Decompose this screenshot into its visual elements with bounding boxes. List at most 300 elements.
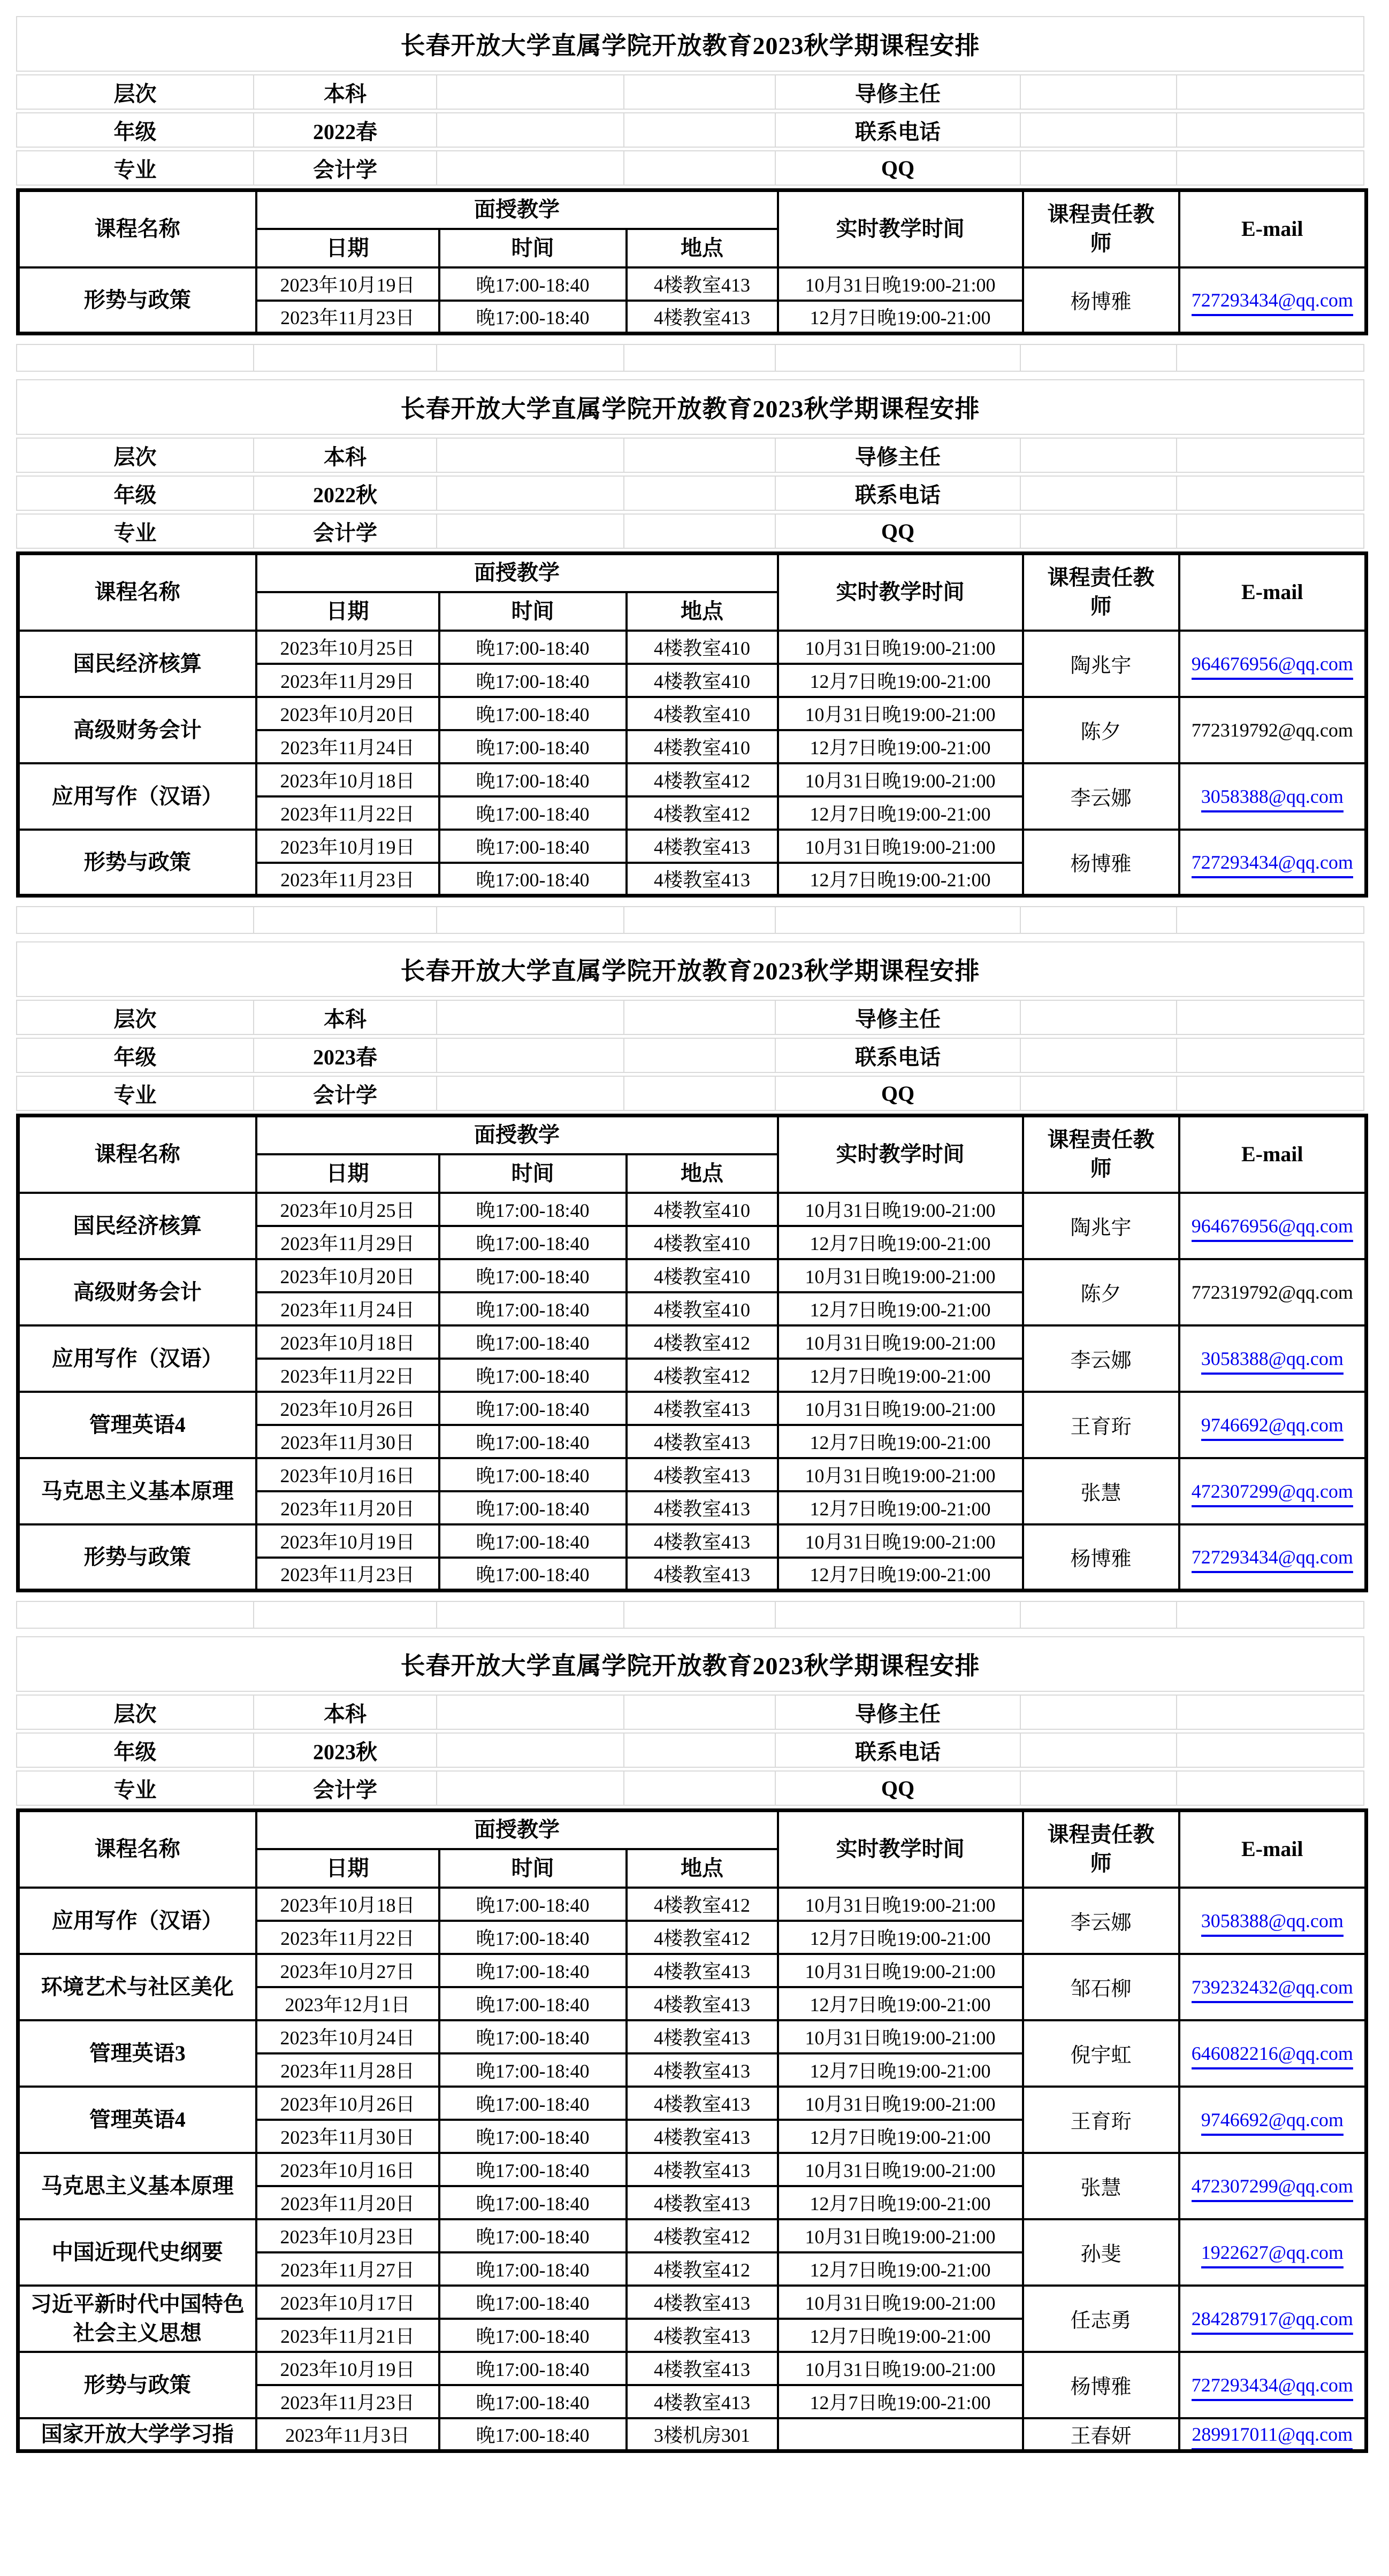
info-cell-empty: [1177, 1000, 1364, 1035]
info-cell-empty: [624, 476, 776, 511]
session-time-cell: 晚17:00-18:40: [439, 1325, 627, 1359]
teacher-cell: 杨博雅: [1023, 830, 1179, 896]
spacer-cell: [1177, 344, 1364, 372]
session-place-cell: 4楼教室410: [627, 1292, 778, 1325]
email-link[interactable]: 289917011@qq.com: [1192, 2424, 1353, 2450]
teacher-cell: 陶兆宇: [1023, 1193, 1179, 1259]
email-link[interactable]: 727293434@qq.com: [1192, 852, 1353, 878]
col-header-course-name: 课程名称: [18, 1811, 256, 1888]
course-name-cell: 管理英语4: [18, 1392, 256, 1458]
header-row-1: [18, 554, 1367, 592]
schedule-title: 长春开放大学直属学院开放教育2023秋学期课程安排: [16, 379, 1364, 435]
email-link[interactable]: 739232432@qq.com: [1192, 1976, 1353, 2003]
session-live-cell: 12月7日晚19:00-21:00: [778, 2053, 1023, 2087]
session-time-cell: 晚17:00-18:40: [439, 2120, 627, 2153]
course-name-cell: 形势与政策: [18, 2352, 256, 2418]
spacer-cell: [437, 906, 624, 934]
teacher-cell: 孙斐: [1023, 2219, 1179, 2286]
col-header-place: 地点: [627, 1849, 778, 1888]
col-header-email: E-mail: [1179, 554, 1367, 631]
spacer-cell: [624, 906, 776, 934]
course-name-cell: 高级财务会计: [18, 1259, 256, 1325]
session-live-cell: 10月31日晚19:00-21:00: [778, 763, 1023, 796]
email-text: 772319792@qq.com: [1191, 1281, 1353, 1303]
info-cell-empty: [437, 150, 624, 186]
info-cell-empty: [624, 1076, 776, 1111]
email-cell: [1179, 1193, 1367, 1259]
info-row: [16, 513, 1364, 549]
col-header-teacher: [1023, 190, 1179, 267]
session-time-cell: 晚17:00-18:40: [439, 1226, 627, 1259]
info-cell-empty: [437, 1076, 624, 1111]
info-row: [16, 112, 1364, 148]
col-header-live-time: 实时教学时间: [778, 1811, 1023, 1888]
session-place-cell: 4楼教室413: [627, 2020, 778, 2053]
info-value-major: 会计学: [254, 1770, 437, 1806]
session-time-cell: 晚17:00-18:40: [439, 2286, 627, 2319]
schedule-title: 长春开放大学直属学院开放教育2023秋学期课程安排: [16, 16, 1364, 72]
teacher-cell: 陈夕: [1023, 1259, 1179, 1325]
info-cell-empty: [624, 513, 776, 549]
info-label-director: 导修主任: [776, 1695, 1021, 1730]
email-cell: [1179, 631, 1367, 697]
info-cell-empty: [1177, 74, 1364, 110]
teacher-cell: 杨博雅: [1023, 1524, 1179, 1591]
teacher-cell: 杨博雅: [1023, 2352, 1179, 2418]
email-link[interactable]: 9746692@qq.com: [1201, 2109, 1344, 2136]
session-time-cell: 晚17:00-18:40: [439, 1359, 627, 1392]
info-cell-empty: [1177, 1770, 1364, 1806]
info-cell-empty: [1177, 438, 1364, 473]
session-place-cell: 4楼教室410: [627, 1193, 778, 1226]
info-label-qq: QQ: [776, 513, 1021, 549]
course-session-row: [18, 2418, 1367, 2451]
session-live-cell: 12月7日晚19:00-21:00: [778, 1558, 1023, 1591]
teacher-cell: 陈夕: [1023, 697, 1179, 763]
session-time-cell: 晚17:00-18:40: [439, 1425, 627, 1458]
session-live-cell: 12月7日晚19:00-21:00: [778, 2252, 1023, 2286]
col-header-teacher: [1023, 1116, 1179, 1193]
teacher-cell: 李云娜: [1023, 1325, 1179, 1392]
email-cell: [1179, 1888, 1367, 1954]
info-value-grade: 2022秋: [254, 476, 437, 511]
session-place-cell: 4楼教室412: [627, 2219, 778, 2252]
session-time-cell: 晚17:00-18:40: [439, 2186, 627, 2219]
course-session-row: [18, 1392, 1367, 1425]
session-time-cell: 晚17:00-18:40: [439, 1524, 627, 1558]
session-time-cell: 晚17:00-18:40: [439, 2153, 627, 2186]
session-place-cell: 4楼教室413: [627, 863, 778, 896]
info-cell-empty: [624, 1770, 776, 1806]
spacer-cell: [437, 344, 624, 372]
course-session-row: [18, 763, 1367, 796]
email-link[interactable]: 284287917@qq.com: [1192, 2308, 1353, 2335]
course-name-cell: 习近平新时代中国特色社会主义思想: [18, 2286, 256, 2352]
teacher-cell: 王育珩: [1023, 2087, 1179, 2153]
session-place-cell: 4楼教室413: [627, 2153, 778, 2186]
email-link[interactable]: 727293434@qq.com: [1192, 289, 1353, 316]
session-time-cell: 晚17:00-18:40: [439, 1921, 627, 1954]
course-name-cell: 国民经济核算: [18, 1193, 256, 1259]
session-time-cell: 晚17:00-18:40: [439, 763, 627, 796]
col-header-email: E-mail: [1179, 190, 1367, 267]
session-live-cell: 12月7日晚19:00-21:00: [778, 2319, 1023, 2352]
session-place-cell: 4楼教室413: [627, 267, 778, 301]
col-header-email: E-mail: [1179, 1811, 1367, 1888]
course-name-cell: 环境艺术与社区美化: [18, 1954, 256, 2020]
course-session-row: [18, 2286, 1367, 2319]
session-time-cell: 晚17:00-18:40: [439, 2219, 627, 2252]
col-header-face-teaching: 面授教学: [256, 1116, 778, 1154]
session-date-cell: 2023年10月19日: [256, 267, 439, 301]
session-live-cell: 10月31日晚19:00-21:00: [778, 1954, 1023, 1987]
info-cell-empty: [624, 74, 776, 110]
course-session-row: [18, 1193, 1367, 1226]
course-table: [16, 1114, 1368, 1592]
session-time-cell: 晚17:00-18:40: [439, 1987, 627, 2020]
spacer-cell: [437, 1601, 624, 1629]
col-header-date: 日期: [256, 1849, 439, 1888]
course-name-cell: 应用写作（汉语）: [18, 1325, 256, 1392]
info-cell-empty: [1021, 476, 1177, 511]
info-cell-empty: [624, 1695, 776, 1730]
spacer-cell: [624, 1601, 776, 1629]
course-name-cell: 管理英语4: [18, 2087, 256, 2153]
session-live-cell: 10月31日晚19:00-21:00: [778, 2219, 1023, 2252]
info-cell-empty: [1021, 112, 1177, 148]
session-live-cell: 10月31日晚19:00-21:00: [778, 1888, 1023, 1921]
email-link[interactable]: 3058388@qq.com: [1201, 1348, 1344, 1375]
session-live-cell: 10月31日晚19:00-21:00: [778, 1325, 1023, 1359]
col-header-face-teaching: 面授教学: [256, 190, 778, 229]
session-place-cell: 4楼教室410: [627, 1226, 778, 1259]
schedule-block-0: [16, 16, 1364, 335]
session-place-cell: 4楼教室413: [627, 1425, 778, 1458]
info-label-grade: 年级: [16, 1038, 254, 1073]
email-cell: [1179, 267, 1367, 334]
session-place-cell: 3楼机房301: [627, 2418, 778, 2451]
info-label-grade: 年级: [16, 112, 254, 148]
course-session-row: [18, 830, 1367, 863]
teacher-cell: 李云娜: [1023, 1888, 1179, 1954]
session-live-cell: 12月7日晚19:00-21:00: [778, 664, 1023, 697]
session-live-cell: 10月31日晚19:00-21:00: [778, 830, 1023, 863]
email-link[interactable]: 3058388@qq.com: [1201, 786, 1344, 812]
session-place-cell: 4楼教室410: [627, 730, 778, 763]
session-date-cell: 2023年10月19日: [256, 1524, 439, 1558]
col-header-place: 地点: [627, 229, 778, 267]
info-label-qq: QQ: [776, 1076, 1021, 1111]
session-live-cell: 10月31日晚19:00-21:00: [778, 1193, 1023, 1226]
email-link[interactable]: 964676956@qq.com: [1192, 1215, 1353, 1242]
session-place-cell: 4楼教室413: [627, 1458, 778, 1491]
info-cell-empty: [437, 513, 624, 549]
session-live-cell: 12月7日晚19:00-21:00: [778, 1491, 1023, 1524]
info-label-qq: QQ: [776, 150, 1021, 186]
session-place-cell: 4楼教室410: [627, 697, 778, 730]
session-place-cell: 4楼教室413: [627, 2120, 778, 2153]
session-live-cell: 10月31日晚19:00-21:00: [778, 2087, 1023, 2120]
session-place-cell: 4楼教室413: [627, 1558, 778, 1591]
info-cell-empty: [437, 1695, 624, 1730]
session-place-cell: 4楼教室413: [627, 2319, 778, 2352]
spacer-cell: [776, 906, 1021, 934]
session-live-cell: 12月7日晚19:00-21:00: [778, 2120, 1023, 2153]
spacer-cell: [776, 344, 1021, 372]
schedule-title: 长春开放大学直属学院开放教育2023秋学期课程安排: [16, 1636, 1364, 1692]
email-cell: [1179, 1954, 1367, 2020]
email-link[interactable]: 1922627@qq.com: [1201, 2242, 1344, 2268]
col-header-live-time: 实时教学时间: [778, 190, 1023, 267]
col-header-date: 日期: [256, 592, 439, 631]
info-label-level: 层次: [16, 438, 254, 473]
schedule-block-3: [16, 1636, 1364, 2453]
info-cell-empty: [437, 1000, 624, 1035]
col-header-date: 日期: [256, 1154, 439, 1193]
session-live-cell: 10月31日晚19:00-21:00: [778, 2020, 1023, 2053]
session-live-cell: 12月7日晚19:00-21:00: [778, 1921, 1023, 1954]
info-cell-empty: [1021, 1770, 1177, 1806]
info-cell-empty: [1177, 1695, 1364, 1730]
teacher-cell: 陶兆宇: [1023, 631, 1179, 697]
course-session-row: [18, 267, 1367, 301]
info-cell-empty: [437, 1038, 624, 1073]
session-time-cell: 晚17:00-18:40: [439, 1888, 627, 1921]
email-link[interactable]: 727293434@qq.com: [1192, 1546, 1353, 1573]
course-name-cell: 国民经济核算: [18, 631, 256, 697]
session-live-cell: 12月7日晚19:00-21:00: [778, 2186, 1023, 2219]
session-place-cell: 4楼教室410: [627, 1259, 778, 1292]
spacer-row: [16, 906, 1389, 934]
session-live-cell: 12月7日晚19:00-21:00: [778, 1292, 1023, 1325]
course-session-row: [18, 2020, 1367, 2053]
session-place-cell: 4楼教室412: [627, 2252, 778, 2286]
col-header-date: 日期: [256, 229, 439, 267]
info-value-grade: 2023秋: [254, 1732, 437, 1768]
email-cell: [1179, 2219, 1367, 2286]
course-table: [16, 188, 1368, 335]
session-time-cell: 晚17:00-18:40: [439, 863, 627, 896]
info-row: [16, 1732, 1364, 1768]
session-date-cell: 2023年10月18日: [256, 1325, 439, 1359]
session-date-cell: 2023年12月1日: [256, 1987, 439, 2020]
session-live-cell: 10月31日晚19:00-21:00: [778, 697, 1023, 730]
email-cell: [1179, 2286, 1367, 2352]
session-time-cell: 晚17:00-18:40: [439, 1193, 627, 1226]
session-time-cell: 晚17:00-18:40: [439, 2385, 627, 2418]
course-name-cell: 应用写作（汉语）: [18, 763, 256, 830]
course-session-row: [18, 2153, 1367, 2186]
info-cell-empty: [1177, 112, 1364, 148]
info-label-grade: 年级: [16, 476, 254, 511]
col-header-teacher-text: 课程责任教师: [1047, 565, 1155, 619]
email-link[interactable]: 3058388@qq.com: [1201, 1910, 1344, 1937]
info-label-phone: 联系电话: [776, 112, 1021, 148]
email-link[interactable]: 472307299@qq.com: [1192, 1481, 1353, 1507]
info-cell-empty: [1021, 1695, 1177, 1730]
email-cell: [1179, 763, 1367, 830]
email-link[interactable]: 727293434@qq.com: [1192, 2374, 1353, 2401]
session-time-cell: 晚17:00-18:40: [439, 697, 627, 730]
info-label-director: 导修主任: [776, 74, 1021, 110]
info-cell-empty: [1177, 476, 1364, 511]
spacer-cell: [776, 1601, 1021, 1629]
email-cell: [1179, 697, 1367, 763]
col-header-place: 地点: [627, 1154, 778, 1193]
info-row: [16, 1695, 1364, 1730]
session-live-cell: [778, 2418, 1023, 2451]
session-date-cell: 2023年10月23日: [256, 2219, 439, 2252]
info-label-level: 层次: [16, 1695, 254, 1730]
session-date-cell: 2023年10月18日: [256, 1888, 439, 1921]
session-live-cell: 10月31日晚19:00-21:00: [778, 2286, 1023, 2319]
email-text: 772319792@qq.com: [1191, 719, 1353, 741]
info-cell-empty: [1021, 1038, 1177, 1073]
teacher-cell: 李云娜: [1023, 763, 1179, 830]
info-cell-empty: [437, 112, 624, 148]
session-date-cell: 2023年10月20日: [256, 697, 439, 730]
col-header-teacher: [1023, 554, 1179, 631]
session-live-cell: 12月7日晚19:00-21:00: [778, 863, 1023, 896]
info-label-qq: QQ: [776, 1770, 1021, 1806]
session-live-cell: 12月7日晚19:00-21:00: [778, 1359, 1023, 1392]
course-table: [16, 551, 1368, 898]
teacher-cell: 任志勇: [1023, 2286, 1179, 2352]
course-session-row: [18, 1458, 1367, 1491]
session-live-cell: 10月31日晚19:00-21:00: [778, 1259, 1023, 1292]
course-name-cell: 形势与政策: [18, 830, 256, 896]
session-place-cell: 4楼教室412: [627, 1888, 778, 1921]
info-label-major: 专业: [16, 150, 254, 186]
session-live-cell: 12月7日晚19:00-21:00: [778, 1987, 1023, 2020]
col-header-face-teaching: 面授教学: [256, 1811, 778, 1849]
session-date-cell: 2023年10月17日: [256, 2286, 439, 2319]
session-time-cell: 晚17:00-18:40: [439, 2053, 627, 2087]
session-date-cell: 2023年10月27日: [256, 1954, 439, 1987]
info-row: [16, 438, 1364, 473]
spacer-cell: [1021, 1601, 1177, 1629]
course-session-row: [18, 631, 1367, 664]
session-time-cell: 晚17:00-18:40: [439, 1558, 627, 1591]
session-date-cell: 2023年11月22日: [256, 796, 439, 830]
session-date-cell: 2023年11月21日: [256, 2319, 439, 2352]
info-cell-empty: [1021, 438, 1177, 473]
session-place-cell: 4楼教室410: [627, 631, 778, 664]
session-time-cell: 晚17:00-18:40: [439, 830, 627, 863]
teacher-cell: 杨博雅: [1023, 267, 1179, 334]
session-date-cell: 2023年10月25日: [256, 631, 439, 664]
course-session-row: [18, 2087, 1367, 2120]
info-cell-empty: [437, 438, 624, 473]
info-cell-empty: [1177, 513, 1364, 549]
teacher-cell: 倪宇虹: [1023, 2020, 1179, 2087]
spacer-cell: [16, 344, 254, 372]
col-header-place: 地点: [627, 592, 778, 631]
info-row: [16, 476, 1364, 511]
teacher-cell: 张慧: [1023, 1458, 1179, 1524]
col-header-teacher-text: 课程责任教师: [1047, 202, 1155, 256]
email-link[interactable]: 9746692@qq.com: [1201, 1414, 1344, 1441]
info-label-director: 导修主任: [776, 1000, 1021, 1035]
info-cell-empty: [1021, 1076, 1177, 1111]
col-header-live-time: 实时教学时间: [778, 1116, 1023, 1193]
session-date-cell: 2023年11月23日: [256, 1558, 439, 1591]
session-date-cell: 2023年10月20日: [256, 1259, 439, 1292]
session-time-cell: 晚17:00-18:40: [439, 2418, 627, 2451]
session-place-cell: 4楼教室413: [627, 1491, 778, 1524]
session-date-cell: 2023年10月26日: [256, 1392, 439, 1425]
session-date-cell: 2023年11月23日: [256, 301, 439, 334]
session-place-cell: 4楼教室413: [627, 830, 778, 863]
info-value-grade: 2022春: [254, 112, 437, 148]
email-cell: [1179, 2153, 1367, 2219]
info-row: [16, 1076, 1364, 1111]
course-name-cell: 高级财务会计: [18, 697, 256, 763]
info-label-major: 专业: [16, 513, 254, 549]
session-live-cell: 10月31日晚19:00-21:00: [778, 1524, 1023, 1558]
email-cell: [1179, 1392, 1367, 1458]
session-date-cell: 2023年10月19日: [256, 2352, 439, 2385]
info-row: [16, 1000, 1364, 1035]
email-link[interactable]: 472307299@qq.com: [1192, 2175, 1353, 2202]
session-live-cell: 10月31日晚19:00-21:00: [778, 631, 1023, 664]
spacer-cell: [254, 344, 437, 372]
info-cell-empty: [1177, 1076, 1364, 1111]
session-time-cell: 晚17:00-18:40: [439, 796, 627, 830]
info-cell-empty: [624, 112, 776, 148]
col-header-email: E-mail: [1179, 1116, 1367, 1193]
col-header-course-name: 课程名称: [18, 1116, 256, 1193]
session-place-cell: 4楼教室413: [627, 2186, 778, 2219]
course-name-cell: 管理英语3: [18, 2020, 256, 2087]
email-cell: [1179, 1259, 1367, 1325]
session-date-cell: 2023年11月24日: [256, 730, 439, 763]
col-header-face-teaching: 面授教学: [256, 554, 778, 592]
session-place-cell: 4楼教室413: [627, 2286, 778, 2319]
email-link[interactable]: 646082216@qq.com: [1192, 2043, 1353, 2069]
session-date-cell: 2023年10月19日: [256, 830, 439, 863]
course-name-cell: 形势与政策: [18, 267, 256, 334]
course-session-row: [18, 1524, 1367, 1558]
spacer-cell: [254, 1601, 437, 1629]
email-cell: [1179, 1458, 1367, 1524]
info-label-major: 专业: [16, 1770, 254, 1806]
session-place-cell: 4楼教室413: [627, 2352, 778, 2385]
course-session-row: [18, 1325, 1367, 1359]
info-value-major: 会计学: [254, 150, 437, 186]
course-session-row: [18, 2219, 1367, 2252]
header-row-1: [18, 190, 1367, 229]
info-cell-empty: [1021, 1000, 1177, 1035]
session-place-cell: 4楼教室413: [627, 2385, 778, 2418]
teacher-cell: 王育珩: [1023, 1392, 1179, 1458]
course-name-cell: 形势与政策: [18, 1524, 256, 1591]
email-link[interactable]: 964676956@qq.com: [1192, 653, 1353, 680]
info-value-level: 本科: [254, 1000, 437, 1035]
col-header-course-name: 课程名称: [18, 554, 256, 631]
col-header-teacher: [1023, 1811, 1179, 1888]
spacer-row: [16, 344, 1389, 372]
info-cell-empty: [1177, 150, 1364, 186]
session-place-cell: 4楼教室412: [627, 1921, 778, 1954]
info-cell-empty: [1021, 1732, 1177, 1768]
email-cell: [1179, 1524, 1367, 1591]
session-place-cell: 4楼教室413: [627, 2087, 778, 2120]
info-label-level: 层次: [16, 1000, 254, 1035]
header-row-1: [18, 1116, 1367, 1154]
email-cell: [1179, 2087, 1367, 2153]
session-live-cell: 12月7日晚19:00-21:00: [778, 1226, 1023, 1259]
